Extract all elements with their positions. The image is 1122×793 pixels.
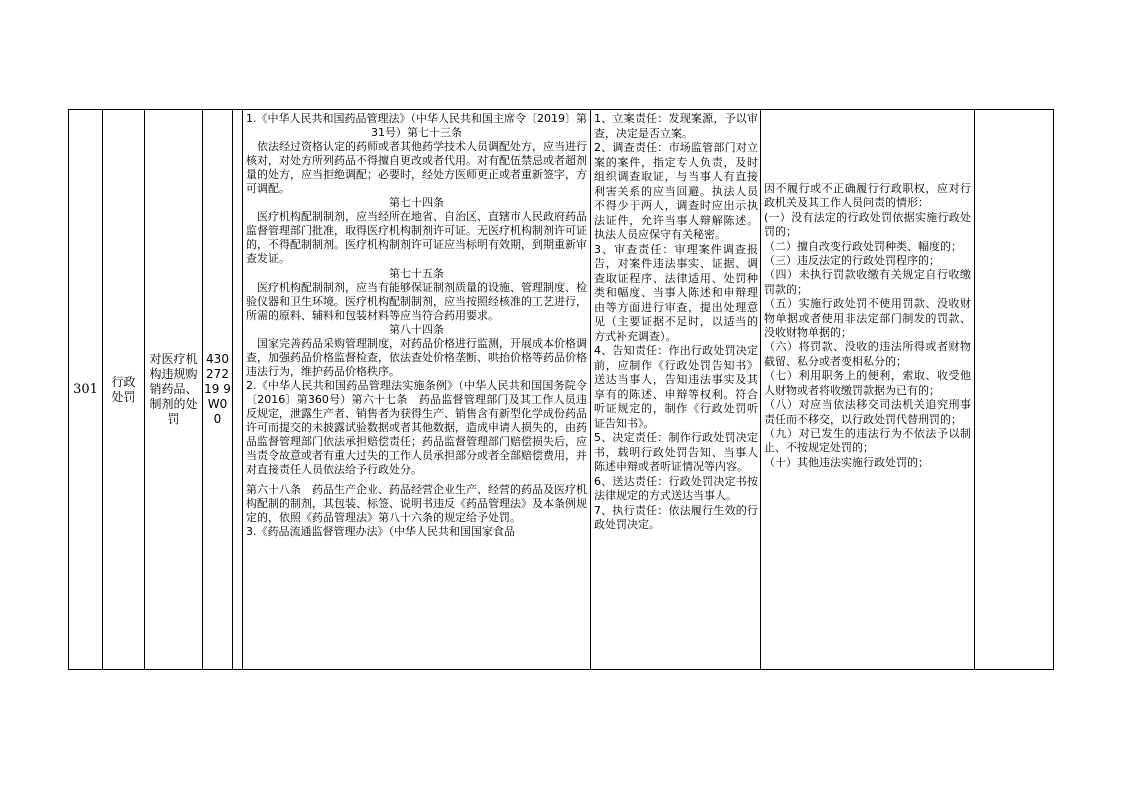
page-edge-divider <box>1053 109 1054 670</box>
article75-heading: 第七十五条 <box>389 266 444 280</box>
permission-type: 行政处罚 <box>103 110 145 670</box>
law1-article84: 国家完善药品采购管理制度，对药品价格进行监测，开展成本价格调查，加强药品价格监督检查，依法查处价格垄断、哄抬价格等药品价格违法行为，维护药品价格秩序。 <box>246 336 587 378</box>
law3-title: 3.《药品流通监督管理办法》（中华人民共和国国家食品 <box>246 525 515 539</box>
accountability-item: （五）实施行政处罚不使用罚款、没收财物单据或者使用非法定部门制发的罚款、没收财物单据的； <box>764 297 971 340</box>
accountability-cell <box>761 110 975 670</box>
accountability-intro: 因不履行或不正确履行行政职权，应对行政机关及其工作人员问责的情形： <box>764 182 971 210</box>
law1-article74: 医疗机构配制制剂，应当经所在地省、自治区、直辖市人民政府药品监督管理部门批准，取得医疗机构制剂许可证。无医疗机构制剂许可证的，不得配制制剂。医疗机构制剂许可证应当标明有效期，到期重新审查发证。 <box>246 210 587 266</box>
accountability-item: （三）违反法定的行政处罚程序的； <box>764 254 940 268</box>
law2-article68: 第六十八条 药品生产企业、药品经营企业生产、经营的药品及医疗机构配制的制剂，其包装、标签、说明书违反《药品管理法》及本条例规定的，依照《药品管理法》第八十六条的规定给予处罚。 <box>246 483 587 525</box>
law1-article75: 医疗机构配制制剂，应当有能够保证制剂质量的设施、管理制度、检验仪器和卫生环境。医疗机构配制制剂，应当按照经核准的工艺进行，所需的原料、辅料和包装材料等应当符合药用要求。 <box>246 280 587 322</box>
accountability-item: （十）其他违法实施行政处罚的； <box>764 455 929 469</box>
law1-article73: 依法经过资格认定的药师或者其他药学技术人员调配处方，应当进行核对，对处方所列药品不得擅自更改或者代用。对有配伍禁忌或者超剂量的处方，应当拒绝调配；必要时，经处方医师更正或者重新签字，方可调配。 <box>246 140 587 196</box>
accountability-item: （六）将罚款、没收的违法所得或者财物截留、私分或者变相私分的； <box>764 340 971 368</box>
permission-code: 43027219 9W00 <box>203 110 233 670</box>
accountability-item: （二）擅自改变行政处罚种类、幅度的； <box>764 239 962 253</box>
law2-article67: 2.《中华人民共和国药品管理法实施条例》（中华人民共和国国务院令〔2016〕第360号）第六十七条 药品监督管理部门及其工作人员违反规定，泄露生产者、销售者为获得生产、销售含有新型化学成份药品许可而提交的未披露试验数据或者其他数据，造成申请人损失的，由药品监督管理部门依法承担赔偿责任；药品监督管理部门赔偿损失后，应当责令故意或者有重大过失的工作人员承担部分或者全部赔偿费用，并对直接责任人员依法给予行政处分。 <box>246 378 587 477</box>
duty-item: 4、告知责任：作出行政处罚决定前，应制作《行政处罚告知书》送达当事人，告知违法事实及其享有的陈述、申辩等权利。符合听证规定的，制作《行政处罚听证告知书》。 <box>594 344 758 430</box>
remarks-cell <box>975 110 1054 670</box>
duty-cell <box>591 110 761 670</box>
legal-basis-cell <box>243 110 591 670</box>
article84-heading: 第八十四条 <box>389 322 444 336</box>
row-number: 301 <box>69 110 103 670</box>
accountability-item: （四）未执行罚款收缴有关规定自行收缴罚款的； <box>764 268 971 296</box>
empty-cell <box>233 110 243 670</box>
accountability-item: （九）对已发生的违法行为不依法予以制止、不按规定处罚的； <box>764 426 971 455</box>
duty-item: 3、审查责任：审理案件调查报告，对案件违法事实、证据、调查取证程序、法律适用、处罚种类和幅度、当事人陈述和申辩理由等方面进行审查，提出处理意见（主要证据不足时，以适当的方式补充调查）。 <box>594 242 758 343</box>
law1-title: 1.《中华人民共和国药品管理法》（中华人民共和国主席令〔2019〕第31号）第七十三条 <box>246 112 587 140</box>
table-row <box>69 110 1054 670</box>
accountability-item: (一）没有法定的行政处罚依据实施行政处罚的； <box>764 210 971 239</box>
duty-item: 6、送达责任：行政处罚决定书按法律规定的方式送达当事人。 <box>594 474 758 502</box>
permission-table <box>68 109 1054 670</box>
article74-heading: 第七十四条 <box>389 196 444 210</box>
duty-item: 5、决定责任：制作行政处罚决定书，载明行政处罚告知、当事人陈述申辩或者听证情况等内容。 <box>594 431 758 473</box>
accountability-item: （七）利用职务上的便利，索取、收受他人财物或者将收缴罚款据为已有的； <box>764 369 971 397</box>
duty-item: 7、执行责任：依法履行生效的行政处罚决定。 <box>594 503 758 531</box>
accountability-item: （八）对应当依法移交司法机关追究刑事责任而不移交，以行政处罚代替刑罚的； <box>764 398 971 426</box>
duty-item: 2、调查责任：市场监管部门对立案的案件，指定专人负责，及时组织调查取证，与当事人有直接利害关系的应当回避。执法人员不得少于两人，调查时应出示执法证件，允许当事人辩解陈述。执法人员应保守有关秘密。 <box>594 141 758 241</box>
duty-item: 1、立案责任：发现案源，予以审查，决定是否立案。 <box>594 112 758 140</box>
permission-name: 对医疗机构违规购销药品、制剂的处罚 <box>145 110 203 670</box>
